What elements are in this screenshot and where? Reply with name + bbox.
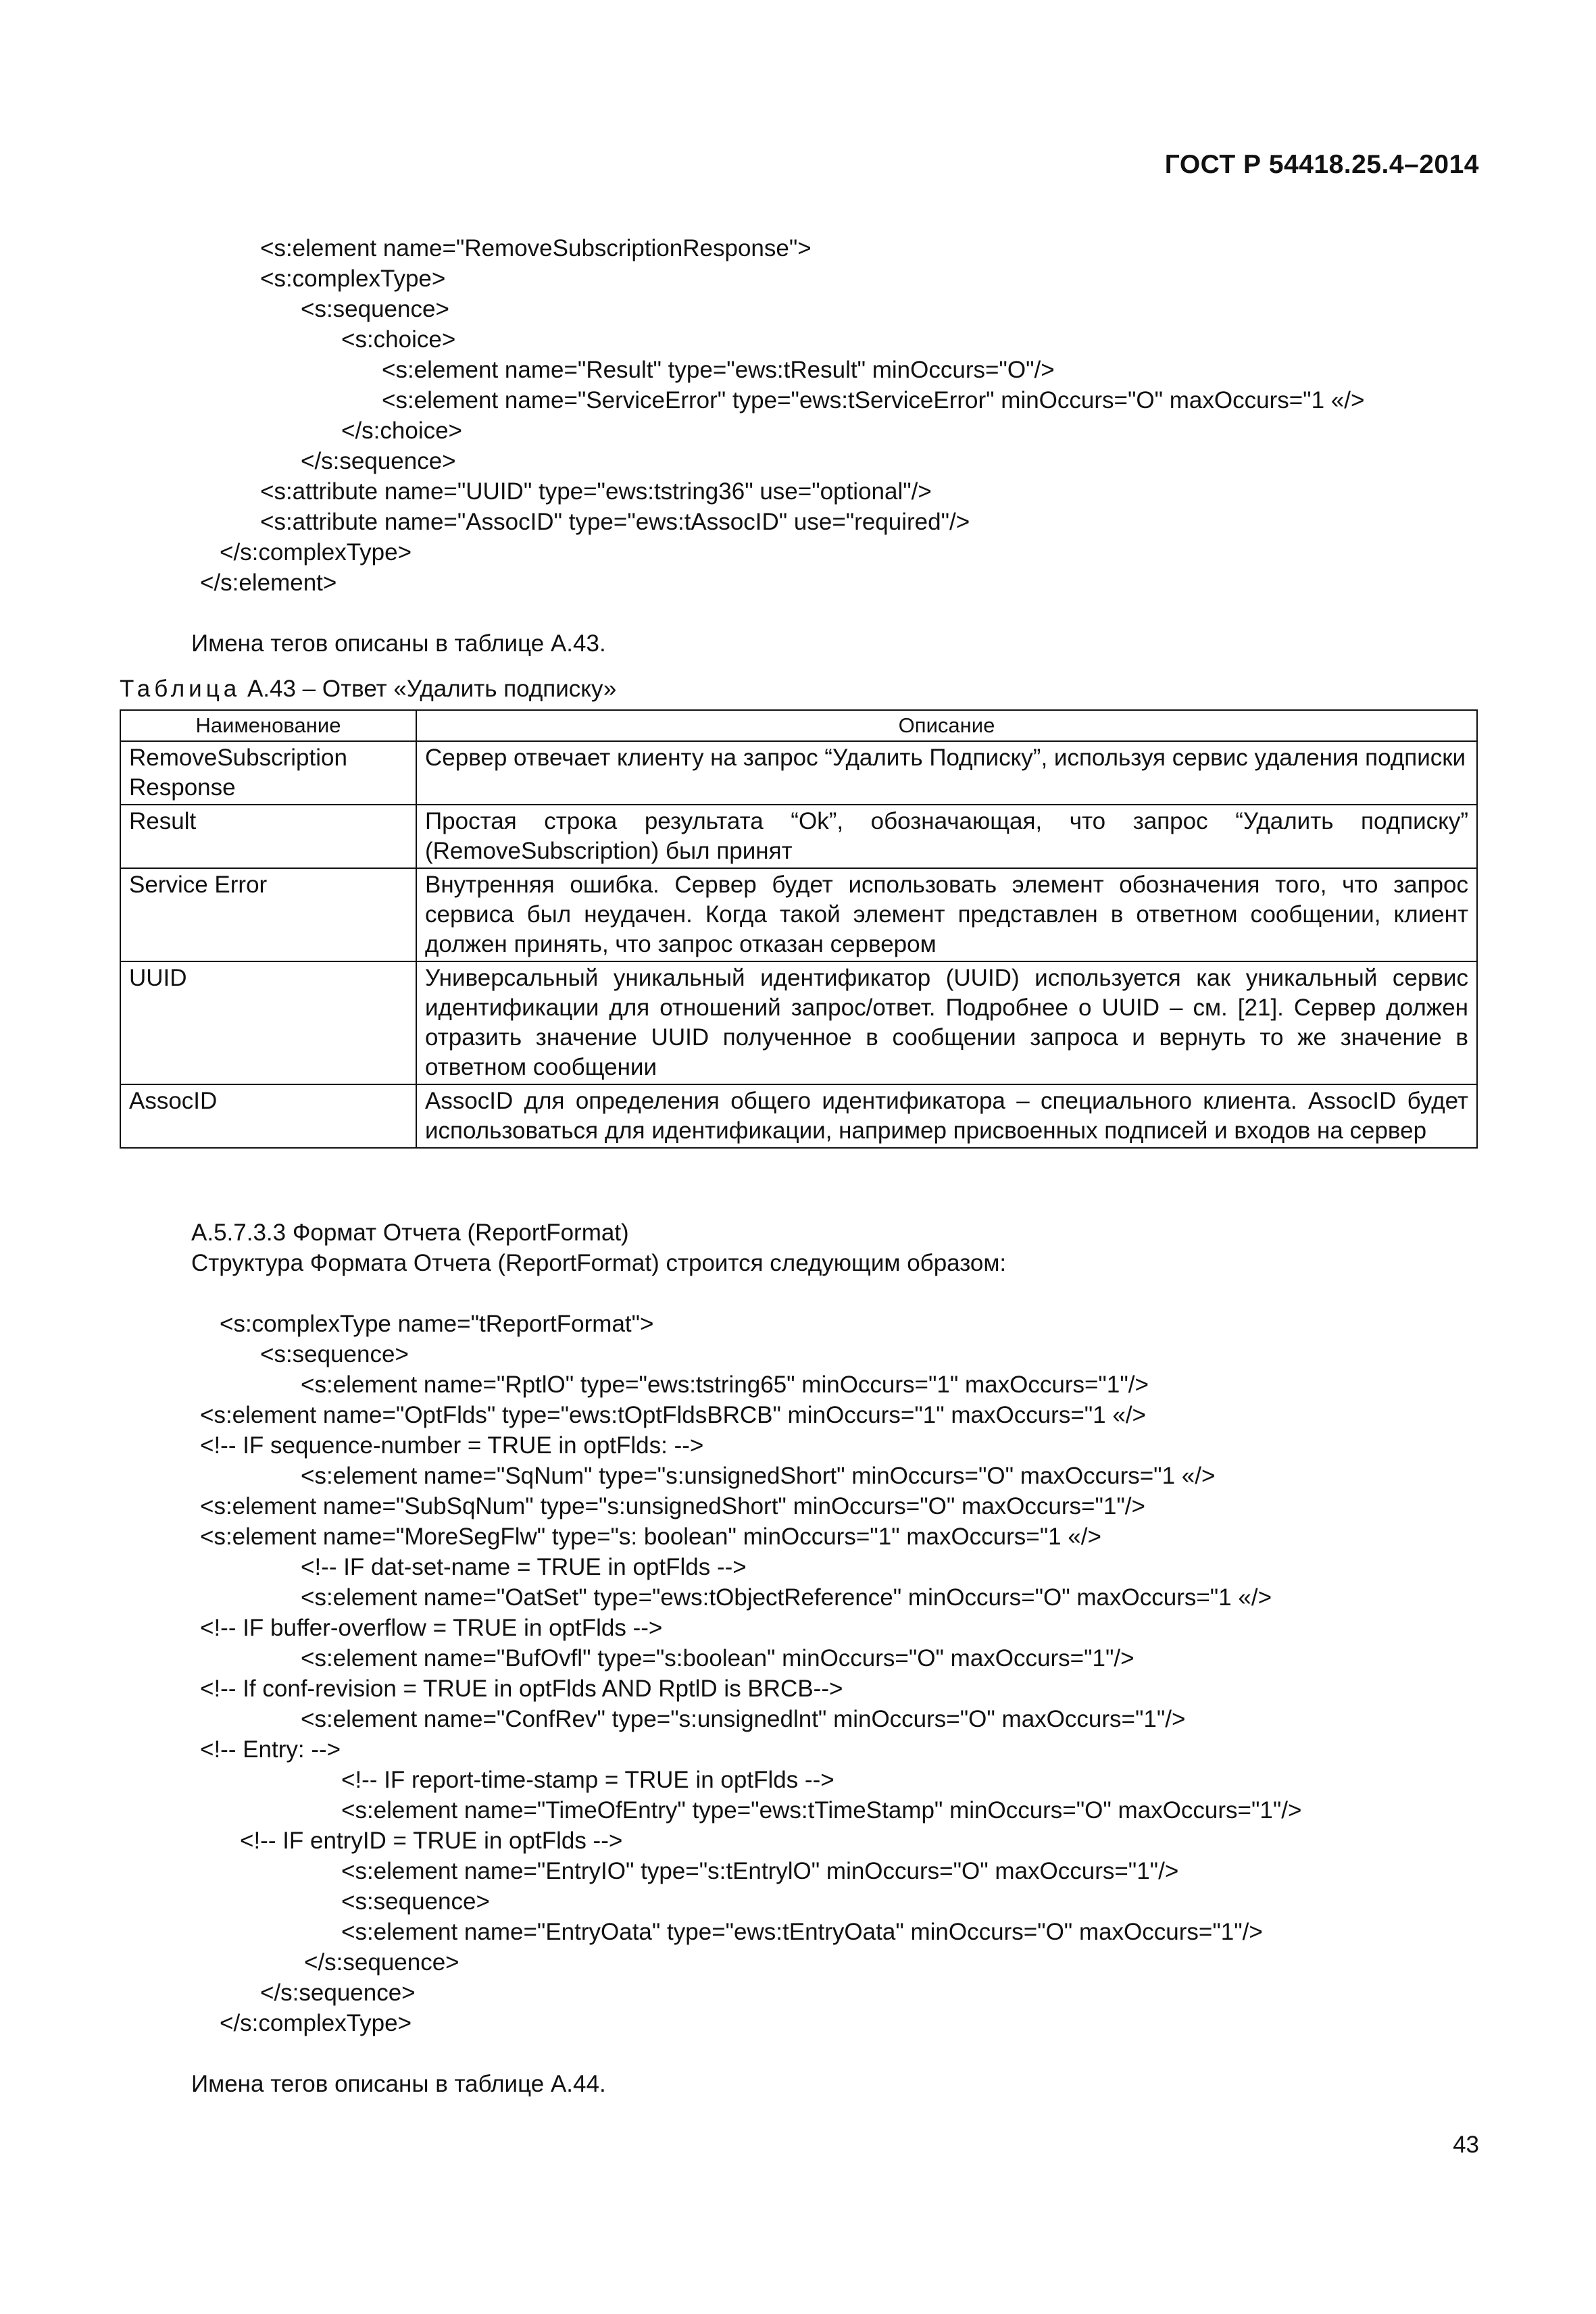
- code-line: <s:element name="SubSqNum" type="s:unsignedShort" minOccurs="O" maxOccurs="1"/>: [200, 1493, 1145, 1519]
- code-line: </s:sequence>: [301, 448, 456, 474]
- table-header-row: [120, 710, 1477, 741]
- table-caption-text: А.43 – Ответ «Удалить подписку»: [241, 676, 617, 702]
- table-cell-description: Универсальный уникальный идентификатор (UUID) используется как уникальный сервис идентификации для отношений запрос/ответ. Подробнее о UUID – см. [21]. Сервер должен отразить значение UUID полученное в сообщении запроса и вернуть то же значение в ответном сообщении: [416, 961, 1477, 1084]
- code-line: </s:sequence>: [260, 1980, 416, 2006]
- table-cell-name: Service Error: [120, 868, 416, 961]
- column-header-name: Наименование: [120, 710, 416, 741]
- code-line: </s:complexType>: [220, 539, 412, 565]
- section-heading: А.5.7.3.3 Формат Отчета (ReportFormat): [191, 1219, 629, 1246]
- table-cell-name: AssocID: [120, 1084, 416, 1148]
- code-line: <s:element name="Result" type="ews:tResult" minOccurs="O"/>: [382, 357, 1055, 383]
- code-line: <s:element name="RemoveSubscriptionResponse">: [260, 235, 812, 261]
- code-line: <!-- Entry: -->: [200, 1736, 341, 1763]
- code-line: </s:sequence>: [304, 1949, 459, 1976]
- code-line: </s:choice>: [341, 418, 462, 444]
- table-cell-description: Простая строка результата “Ok”, обозначающая, что запрос “Удалить подписку” (RemoveSubscription) был принят: [416, 805, 1477, 868]
- table-row: [120, 961, 1477, 1084]
- table-row: [120, 741, 1477, 805]
- code-line: <s:element name="RptlO" type="ews:tstring65" minOccurs="1" maxOccurs="1"/>: [301, 1372, 1149, 1398]
- code-line: <s:element name="SqNum" type="s:unsignedShort" minOccurs="O" maxOccurs="1 «/>: [301, 1463, 1216, 1489]
- code-line: <!-- IF sequence-number = TRUE in optFlds: -->: [200, 1432, 704, 1459]
- code-line: <!-- If conf-revision = TRUE in optFlds AND RptlD is BRCB-->: [200, 1676, 843, 1702]
- code-line: <!-- IF buffer-overflow = TRUE in optFlds -->: [200, 1615, 663, 1641]
- page-number: 43: [1453, 2132, 1479, 2158]
- code-line: <s:complexType>: [260, 266, 446, 292]
- table-cell-name: UUID: [120, 961, 416, 1084]
- code-line: <s:element name="ConfRev" type="s:unsignedlnt" minOccurs="O" maxOccurs="1"/>: [301, 1706, 1186, 1732]
- code-line: <s:sequence>: [341, 1888, 490, 1915]
- table-caption-prefix: Таблица: [120, 676, 241, 702]
- code-line: <s:sequence>: [301, 296, 449, 322]
- table-row: [120, 868, 1477, 961]
- code-line: <s:element name="EntryOata" type="ews:tEntryOata" minOccurs="O" maxOccurs="1"/>: [341, 1919, 1263, 1945]
- table-cell-description: AssocID для определения общего идентификатора – специального клиента. AssocID будет использоваться для идентификации, например присвоенных подписей и входов на сервер: [416, 1084, 1477, 1148]
- table-cell-description: Сервер отвечает клиенту на запрос “Удалить Подписку”, используя сервис удаления подписки: [416, 741, 1477, 805]
- code-line: <s:attribute name="AssocID" type="ews:tAssocID" use="required"/>: [260, 509, 970, 535]
- table-row: [120, 805, 1477, 868]
- table-reference-text-2: Имена тегов описаны в таблице А.44.: [191, 2071, 606, 2097]
- code-line: <s:element name="EntryIO" type="s:tEntrylO" minOccurs="O" maxOccurs="1"/>: [341, 1858, 1179, 1884]
- code-line: <s:attribute name="UUID" type="ews:tstring36" use="optional"/>: [260, 478, 932, 505]
- document-header-code: ГОСТ Р 54418.25.4–2014: [1164, 150, 1479, 179]
- code-line: <s:choice>: [341, 326, 456, 353]
- code-line: <s:element name="MoreSegFlw" type="s: boolean" minOccurs="1" maxOccurs="1 «/>: [200, 1524, 1101, 1550]
- table-reference-text: Имена тегов описаны в таблице А.43.: [191, 630, 606, 657]
- table-cell-name: Result: [120, 805, 416, 868]
- code-line: <s:element name="ServiceError" type="ews:tServiceError" minOccurs="O" maxOccurs="1 «/>: [382, 387, 1365, 413]
- code-line: <s:complexType name="tReportFormat">: [220, 1311, 654, 1337]
- table-cell-name: RemoveSubscription Response: [120, 741, 416, 805]
- section-intro-text: Структура Формата Отчета (ReportFormat) строится следующим образом:: [191, 1250, 1007, 1276]
- code-line: <s:sequence>: [260, 1341, 409, 1367]
- table-caption: [120, 676, 616, 703]
- code-line: </s:complexType>: [220, 2010, 412, 2036]
- code-line: <!-- IF report-time-stamp = TRUE in optFlds -->: [341, 1767, 834, 1793]
- code-line: <s:element name="TimeOfEntry" type="ews:tTimeStamp" minOccurs="O" maxOccurs="1"/>: [341, 1797, 1302, 1823]
- code-line: <s:element name="OatSet" type="ews:tObjectReference" minOccurs="O" maxOccurs="1 «/>: [301, 1584, 1272, 1611]
- table-row: [120, 1084, 1477, 1148]
- code-line: </s:element>: [200, 570, 337, 596]
- table-cell-description: Внутренняя ошибка. Сервер будет использовать элемент обозначения того, что запрос сервиса был неудачен. Когда такой элемент представлен в ответном сообщении, клиент должен принять, что запрос отказан сервером: [416, 868, 1477, 961]
- column-header-description: Описание: [416, 710, 1477, 741]
- code-line: <s:element name="BufOvfl" type="s:boolean" minOccurs="O" maxOccurs="1"/>: [301, 1645, 1134, 1671]
- tag-description-table: [120, 709, 1478, 1149]
- code-line: <!-- IF dat-set-name = TRUE in optFlds -->: [301, 1554, 747, 1580]
- code-line: <!-- IF entryID = TRUE in optFlds -->: [240, 1828, 623, 1854]
- code-line: <s:element name="OptFlds" type="ews:tOptFldsBRCB" minOccurs="1" maxOccurs="1 «/>: [200, 1402, 1146, 1428]
